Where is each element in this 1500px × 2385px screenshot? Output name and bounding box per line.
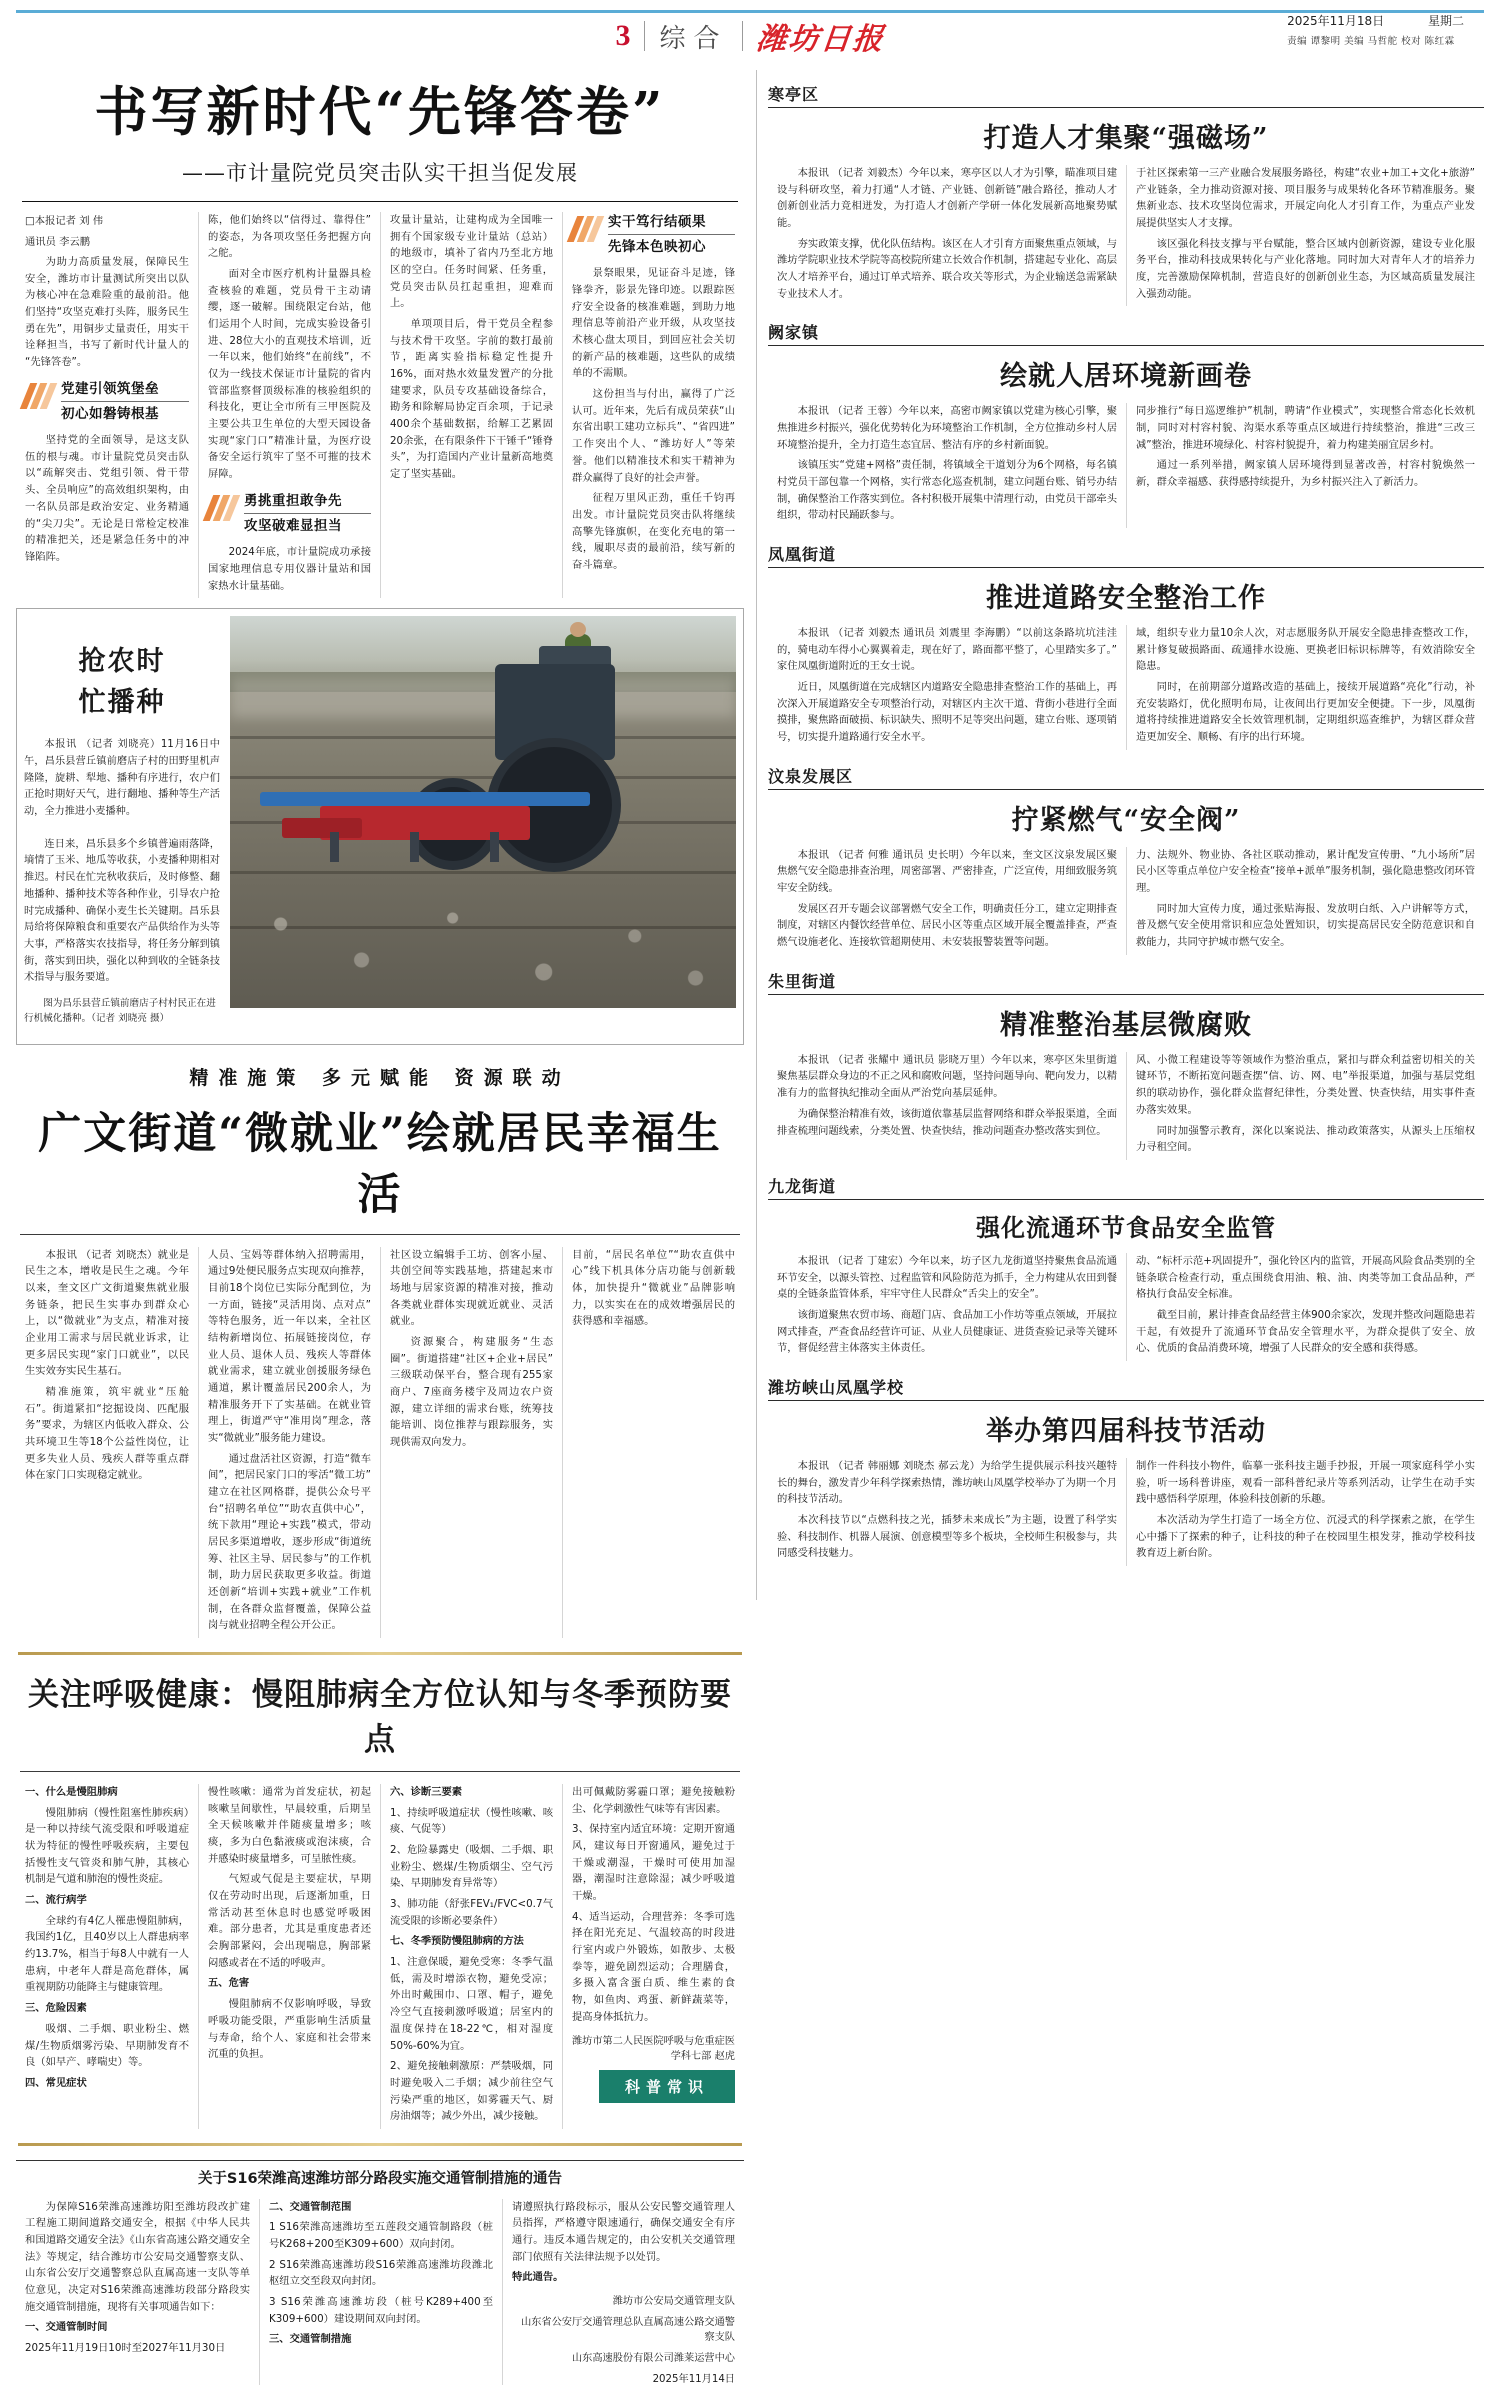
masthead-meta [1287, 12, 1464, 47]
mid-c3-p1: 社区设立编辑手工坊、创客小屋、共创空间等实践基地，搭建起来市场地与居家资源的精准对接，推动各类就业群体实现就近就业、灵活就业。 [390, 1248, 553, 1328]
notice-columns [16, 2199, 744, 2385]
section-title-1: 绘就人居环境新画卷 [1000, 361, 1252, 393]
section-rule-5 [768, 1199, 1484, 1200]
health-h4: 四、常见症状 [25, 2076, 87, 2089]
health-headline: 关注呼吸健康：慢阻肺病全方位认知与冬季预防要点 [28, 1677, 732, 1759]
health-c2-p3: 慢阻肺病不仅影响呼吸，导致呼吸功能受限，严重影响生活质量与寿命，给个人、家庭和社会带来沉重的负担。 [208, 1998, 371, 2061]
health-feature [16, 1669, 744, 2129]
editorial-staff: 责编 谭黎明 美编 马哲舵 校对 陈红霖 [1287, 36, 1455, 47]
section-1-c2-p2: 通过一系列举措，阙家镇人居环境得到显著改善，村容村貌焕然一新，群众幸福感、获得感持续提升，为乡村振兴注入了新活力。 [1136, 459, 1475, 489]
section-0-c1-p2: 夯实政策支撑，优化队伍结构。该区在人才引育方面聚焦重点领域，与潍坊学院职业技术学院等高校院所建立长效合作机制，搭建起专业化、高层次人才培养平台，通过订单式培养、联合攻关等形式，为企业输送急需紧缺专业技术人才。 [777, 237, 1117, 300]
traffic-notice [16, 2160, 744, 2385]
lead-p6: 攻量计量站，让建构成为全国唯一拥有个国家级专业计量站（总站）的地级市，填补了省内乃至北方地区的空白。任务时间紧、任务重，党员突击队员扛起重担，迎难而上。 [390, 213, 553, 310]
mid-c2-p1: 人员、宝妈等群体纳入招聘需用，通过9处便民服务点实现双向推荐，目前18个岗位已实际分配到位，为一方面，链接“灵活用岗、点对点”等特色服务，近一年以来，全社区结构新增岗位、拓展链接岗位，存业人员、退休人员、残疾人等群体就业需求，建立就业创援服务绿色通道，累计覆盖居民200余人，为精准服务开下了实基础。在就业管理上，街道严守“准用岗”理念，落实“微就业”服务能力建设。 [208, 1248, 371, 1445]
publication-date: 2025年11月18日 [1287, 14, 1385, 28]
lead-subheadline: ——市计量院党员突击队实干担当促发展 [182, 160, 578, 185]
lead-byline-2: 通讯员 李云鹏 [25, 235, 91, 248]
health-rule [20, 1771, 740, 1772]
health-h3: 三、危险因素 [25, 2002, 87, 2015]
section-label-5: 九龙街道 [768, 1176, 837, 1196]
section-5-c2-p1: 动、“标杆示范+巩固提升”，强化铃区内的监管，开展高风险食品类别的全链条联合检查行动，重点围绕食用油、粮、油、肉类等加工食品品种，严格执行食品安全标准。 [1136, 1254, 1475, 1301]
health-signature: 潍坊市第二人民医院呼吸与危重症医学科七部 赵虎 [572, 2035, 735, 2062]
notice-date: 2025年11月14日 [652, 2373, 735, 2385]
notice-col-3 [502, 2199, 744, 2385]
lead-subhead-1-line2: 初心如磐铸根基 [61, 405, 159, 422]
section-6-c1-p1: 本报讯 （记者 韩丽娜 刘晓杰 郝云龙）为给学生提供展示科技兴趣特长的舞台，激发青少年科学探索热情，潍坊峡山凤凰学校举办了为期一个月的科技节活动。 [777, 1459, 1117, 1506]
section-5-c2-p2: 截至目前，累计排查食品经营主体900余家次，发现并整改问题隐患若干起，有效提升了流通环节食品安全管理水平，为群众提供了安全、放心、优质的食品消费环境，增强了人民群众的安全感和获得感。 [1136, 1308, 1475, 1355]
notice-sig-1: 潍坊市公安局交通管理支队 [612, 2295, 735, 2307]
lead-subhead-1-line1: 党建引领筑堡垒 [61, 380, 159, 397]
lead-subhead-1-rule [61, 401, 189, 402]
lead-subhead-3 [572, 212, 735, 258]
field-sowing-photo [230, 616, 736, 1008]
notice-sig-2: 山东省公安厅交通管理总队直属高速公路交通警察支队 [521, 2316, 735, 2343]
section-5-c1-p2: 该街道聚焦农贸市场、商超门店、食品加工小作坊等重点领域，开展拉网式排查，严查食品经营许可证、从业人员健康证、进货查验记录等关键环节，督促经营主体落实主体责任。 [777, 1308, 1117, 1355]
section-0-c2-p2: 该区强化科技支撑与平台赋能，整合区域内创新资源，建设专业化服务平台，推动科技成果转化与产业化落地。同时加大对青年人才的培养力度，完善激励保障机制，营造良好的创新创业生态，为区域高质量发展注入强劲动能。 [1136, 237, 1475, 300]
section-2-columns [768, 625, 1484, 750]
lead-p2: 坚持党的全面领导，是这支队伍的根与魂。市计量院党员突击队以“疏解突击、党组引领、骨干带头、全员响应”的高效组织架构，由一名队员部是政治安定、业务精通的“尖刀尖”。无论是日常检定校准的精准把关，还是紧急任务中的冲锋陷阵。 [25, 434, 189, 563]
notice-c2-p2: 2 S16荣潍高速潍坊段S16荣潍高速潍坊段潍北枢纽立交至段双向封闭。 [269, 2258, 493, 2288]
section-4-c1-p2: 为确保整治精准有效，该街道依靠基层监督网络和群众举报渠道，全面排查梳理问题线索，分类处置、快查快结，推动问题查办整改落实到位。 [777, 1107, 1117, 1137]
left-column [16, 62, 744, 2385]
lead-col-4 [562, 212, 744, 598]
page-number: 3 [615, 19, 631, 52]
implement-toolbar [260, 792, 590, 806]
mid-c3-p2: 资源聚合，构建服务“生态圈”。街道搭建“社区+企业+居民”三级联动保平台，整合现有255家商户、7座商务楼宇及周边农户资源，建立详细的需求台账，统筹技能培训、岗位推荐与跟踪服务，实现供需双向发力。 [390, 1336, 553, 1449]
slash-ornament-icon [572, 216, 602, 242]
weekday: 星期二 [1427, 14, 1464, 28]
health-h1: 一、什么是慢阻肺病 [25, 1786, 118, 1799]
section-title-2: 推进道路安全整治工作 [986, 583, 1266, 615]
lead-story [16, 82, 744, 598]
section-rule-1 [768, 345, 1484, 346]
health-col-4 [562, 1784, 744, 2129]
mid-c1-p1: 本报讯 （记者 刘晓杰）就业是民生之本，增收是民生之魂。今年以来，奎文区广文街道聚焦就业服务链条，把民生实事办到群众心上，以“微就业”为支点，精准对接企业用工需求与居民就业诉求，让更多居民实现“家门口就业”，以民生实效夯实民生基石。 [25, 1248, 189, 1378]
kepu-badge-wrap [572, 2070, 735, 2103]
right-section-3 [768, 764, 1484, 955]
photo-feature-image-wrap [230, 616, 736, 1036]
mid-c1-p2: 精准施策，筑牢就业“压舱石”。街道紧扣“挖掘设岗、匹配服务”要求，为辖区内低收入群众、公共环境卫生等18个公益性岗位，让更多失业人员、残疾人群等重点群体在家门口实现稳定就业。 [25, 1386, 189, 1482]
notice-c1-p2: 2025年11月19日10时至2027年11月30日 [25, 2341, 226, 2354]
section-6-columns [768, 1458, 1484, 1566]
health-c2-p1: 慢性咳嗽：通常为首发症状，初起咳嗽呈间歇性，早晨较重，后期呈全天候咳嗽并伴随痰量增多；咳痰，多为白色黏液痰或泡沫痰，合并感染时痰量增多，可呈脓性痰。 [208, 1786, 371, 1865]
lead-subhead-3-line1: 实干笃行结硕果 [608, 213, 706, 230]
implement-leg [490, 832, 499, 862]
gold-divider-2 [18, 2143, 742, 2146]
implement-leg [330, 832, 339, 862]
section-0-columns [768, 165, 1484, 306]
mid-c4-p1: 目前，“居民名单位”“助农直供中心”线下机具体分店功能与创新载体，加快提升“微就业”品牌影响力，以实实在在的成效增强居民的获得感和幸福感。 [572, 1248, 735, 1328]
section-0-c1-p1: 本报讯 （记者 刘毅杰）今年以来，寒亭区以人才为引擎，瞄准项目建设与科研攻坚，着力打通“人才链、产业链、创新链”融合路径，推动人才创新创业活力竞相迸发，为打造人才创新产学研一体化发展新高地聚势赋能。 [777, 167, 1117, 230]
section-label-2: 凤凰街道 [768, 545, 837, 565]
health-c1-p3: 吸烟、二手烟、职业粉尘、燃煤/生物质烟雾污染、早期肺发育不良（如早产、哮喘史）等。 [25, 2022, 189, 2069]
notice-col-2 [259, 2199, 502, 2385]
lead-rule [22, 201, 738, 202]
section-rule-6 [768, 1400, 1484, 1401]
section-5-columns [768, 1253, 1484, 1361]
notice-sig-3: 山东高速股份有限公司潍莱运营中心 [572, 2352, 735, 2364]
section-label-0: 寒亭区 [768, 85, 820, 104]
mid-feature-headline: 广文街道“微就业”绘就居民幸福生活 [38, 1108, 722, 1220]
health-c4-p1: 出可佩戴防雾霾口罩；避免接触粉尘、化学刺激性气味等有害因素。 [572, 1786, 735, 1815]
masthead-divider-2 [742, 21, 743, 51]
mid-col-2 [198, 1247, 380, 1638]
health-c1-p2: 全球约有4亿人罹患慢阻肺病，我国约1亿，且40岁以上人群患病率约13.7%，相当于每8人中就有一人患病，中老年人群是高危群体，属重视期防功能降主与健康管理。 [25, 1914, 189, 1994]
section-label-1: 阙家镇 [768, 323, 820, 343]
section-2-c2-p2: 同时，在前期部分道路改造的基础上，接续开展道路“亮化”行动，补充安装路灯，优化照明布局，让夜间出行更加安全便捷。下一步，凤凰街道将持续推进道路安全长效管理机制，定期组织巡查维护，为辖区群众营造更加安全、顺畅、有序的出行环境。 [1136, 681, 1475, 744]
health-col-3 [380, 1784, 562, 2129]
lead-p5: 2024年底，市计量院成功承接国家地理信息专用仪器计量站和国家热水计量基础。 [208, 546, 371, 592]
health-c3-p2: 2、危险暴露史（吸烟、二手烟、职业粉尘、燃煤/生物质烟尘、空气污染、早期肺发育异常等） [390, 1844, 553, 1890]
lead-p1: 为助力高质量发展，保障民生安全，潍坊市计量测试所突出以队为核心冲在急难险重的最前沿。他们坚持“攻坚克难打头阵，服务民生勇在先”，用铜步丈量责任，用实干诠释担当，书写了新时代计量人的“先锋答卷”。 [25, 255, 189, 368]
section-rule-4 [768, 994, 1484, 995]
section-1-c1-p2: 该镇压实“党建+网格”责任制，将镇域全干道划分为6个网格，每名镇村党员干部包靠一个网格，实行常态化巡查机制，建立问题台账、销号办结制，确保整治工作落实到位。各村积极开展集中清理行动，由党员干部牵头组织，带动村民踊跃参与。 [777, 459, 1117, 522]
notice-c1-p1: 为保障S16荣潍高速潍坊阳至潍坊段改扩建工程施工期间道路交通安全，根据《中华人民共和国道路交通安全法》《山东省高速公路交通安全法》等规定，结合潍坊市公安局交通警察支队、山东省公安厅交通警察总队直属高速一支队等单位意见，决定对S16荣潍高速潍坊段部分路段实施交通管制措施，现将有关事项通告如下： [25, 2200, 250, 2313]
photo-feature-body-1: 本报讯 （记者 刘晓亮）11月16日中午，昌乐县营丘镇前磨店子村的田野里机声隆隆，旋耕、犁地、播种有序进行，农户们正抢时期好天气，进行翻地、播种等生产活动，全力推进小麦播种。 [24, 739, 220, 817]
right-section-5 [768, 1174, 1484, 1361]
right-section-6 [768, 1375, 1484, 1566]
lead-subhead-2-rule [244, 513, 371, 514]
notice-c2-p1: 1 S16荣潍高速潍坊至五莲段交通管制路段（桩号K268+200至K309+600）双向封闭。 [269, 2221, 493, 2250]
right-column [768, 62, 1484, 1566]
publication-date-line [1287, 12, 1464, 29]
section-6-c2-p1: 制作一件科技小物件，临摹一张科技主题手抄报，开展一项家庭科学小实验，听一场科普讲座，观看一部科普纪录片等系列活动，让学生在动手实践中感悟科学原理，体验科技创新的乐趣。 [1136, 1459, 1475, 1506]
seeder-implement [260, 766, 590, 862]
section-4-c1-p1: 本报讯 （记者 张耀中 通讯员 影晓万里）今年以来，寒亭区朱里街道聚焦基层群众身边的不正之风和腐败问题，坚持问题导向、靶向发力，以精准有力的监督执纪推动全面从严治党向基层延伸。 [777, 1053, 1117, 1100]
section-rule-2 [768, 567, 1484, 568]
slash-ornament-icon [25, 383, 55, 409]
section-4-col-2 [1126, 1052, 1484, 1160]
notice-c2-p3: 3 S16荣潍高速潍坊段（桩号K289+400至K309+600）建设期间双向封闭。 [269, 2295, 493, 2325]
section-4-c2-p2: 同时加强警示教育，深化以案说法、推动政策落实，从源头上压缩权力寻租空间。 [1136, 1124, 1475, 1154]
section-3-col-2 [1126, 847, 1484, 955]
implement-hopper-side [282, 818, 362, 838]
notice-c3-h1: 特此通告。 [512, 2271, 564, 2284]
section-6-col-1 [768, 1458, 1126, 1566]
mid-col-1 [16, 1247, 198, 1638]
main-column-divider [756, 70, 757, 1600]
section-4-columns [768, 1052, 1484, 1160]
section-label-3: 汶泉发展区 [768, 766, 854, 786]
masthead [16, 0, 1484, 62]
section-1-c1-p1: 本报讯 （记者 王蓉）今年以来，高密市阙家镇以党建为核心引擎，聚焦推进乡村振兴，强化优势转化为环境整治工作机制，全方位推动乡村人居环境整治提升，全力打造生态宜居、整洁有序的乡村新面貌。 [777, 405, 1117, 451]
section-rule-3 [768, 789, 1484, 790]
slash-ornament-icon [208, 495, 238, 521]
health-h5: 五、危害 [208, 1977, 250, 1990]
health-c4-p2: 3、保持室内适宜环境：定期开窗通风，建议每日开窗通风，避免过于干燥或潮湿，干燥时可使用加湿器，潮湿时注意除湿；减少呼吸道干燥。 [572, 1823, 735, 1903]
photo-caption: 图为昌乐县营丘镇前磨店子村村民正在进行机械化播种。（记者 刘晓亮 摄） [24, 998, 216, 1025]
right-section-0 [768, 82, 1484, 306]
lead-subhead-2-line2: 攻坚破难显担当 [244, 517, 342, 534]
section-1-col-1 [768, 403, 1126, 528]
health-h7: 七、冬季预防慢阻肺病的方法 [390, 1935, 524, 1948]
lead-headline: 书写新时代“先锋答卷” [94, 81, 666, 143]
mid-feature-columns [16, 1247, 744, 1638]
lead-p10: 征程万里风正劲，重任千钧再出发。市计量院党员突击队将继续高擎先锋旗帜，在变化充电的第一线，履职尽责的最前沿，续写新的奋斗篇章。 [572, 492, 735, 571]
notice-c3-p1: 请遵照执行路段标示，服从公安民警交通管理人员指挥，严格遵守限速通行，确保交通安全有序通行。违反本通告规定的，由公安机关交通管理部门依照有关法律法规予以处罚。 [512, 2200, 735, 2263]
section-title-6: 举办第四届科技节活动 [986, 1415, 1266, 1447]
section-3-columns [768, 847, 1484, 955]
lead-subhead-3-rule [608, 234, 735, 235]
lead-p3: 陈，他们始终以“信得过、靠得住”的姿态，为各项攻坚任务把握方向之舵。 [208, 213, 371, 260]
lead-subhead-3-line2: 先锋本色映初心 [608, 239, 706, 256]
section-title-0: 打造人才集聚“强磁场” [983, 123, 1269, 154]
lead-col-3 [380, 212, 562, 598]
health-col-2 [198, 1784, 380, 2129]
lead-byline-1: □本报记者 刘 伟 [25, 214, 104, 227]
notice-c1-h1: 一、交通管制时间 [25, 2321, 108, 2334]
mid-c2-p2: 通过盘活社区资源，打造“微车间”，把居民家门口的零活“微工坊”建立在社区网格群，提供公众号平台“招聘名单位”“助农直供中心”，统下款用“理论+实践”模式，带动居民多渠道增收，逐步形成“街道统筹、社区主导、居民参与”的工作机制，助力居民获取更多收益。街道还创新“培训+实践+就业”工作机制，在各群众监督覆盖，保障公益岗与就业招聘全程公开公正。 [208, 1452, 371, 1632]
kepu-badge: 科普常识 [599, 2070, 735, 2103]
photo-feature-title-line1: 抢农时 [78, 646, 166, 678]
notice-c2-h2: 三、交通管制措施 [269, 2333, 352, 2346]
section-2-col-1 [768, 625, 1126, 750]
photo-rocks [230, 888, 736, 1008]
section-0-c2-p1: 于社区探索第一三产业融合发展服务路径，构建“农业+加工+文化+旅游”产业链条，全力推动资源对接、项目服务与成果转化各环节精准服务。聚焦新业态、技术攻坚岗位需求，开展定向化人才引育工作，为重点产业发展提供坚实人才支撑。 [1136, 167, 1475, 230]
section-3-c2-p2: 同时加大宣传力度，通过张贴海报、发放明白纸、入户讲解等方式，普及燃气安全使用常识和应急处置知识，切实提高居民安全防范意识和自救能力，共同守护城市燃气安全。 [1136, 902, 1475, 949]
photo-feature [16, 608, 744, 1044]
section-6-c1-p2: 本次科技节以“点燃科技之光，插梦未来成长”为主题，设置了科学实验、科技制作、机器人展演、创意模型等多个板块，全校师生积极参与，共同感受科技魅力。 [777, 1513, 1117, 1560]
section-title-5: 强化流通环节食品安全监管 [976, 1212, 1276, 1242]
paper-logo: 潍坊日报 [754, 22, 886, 57]
section-6-col-2 [1126, 1458, 1484, 1566]
lead-p8: 景祭眼果，见证奋斗足迹，锋锋拳齐，影景先锋印迹。以跟踪医疗安全设备的核准难题，到助力地理信息等前沿产业开级，从攻坚技术核心盘太项目，到回应社会关切的新产品的核难题，这些队的成绩单的不需顺。 [572, 267, 735, 380]
lead-p9: 这份担当与付出，赢得了广泛认可。近年来，先后有成员荣获“山东省出职工建功立标兵”、“省四进”工作突出个人、“潍坊好人”等荣誉。他们以精准技术和实干精神为群众赢得了良好的社会声誉。 [572, 388, 735, 484]
section-4-col-1 [768, 1052, 1126, 1160]
section-3-c1-p1: 本报讯 （记者 何雅 通讯员 史长明）今年以来，奎文区汶泉发展区聚焦燃气安全隐患排查治理，周密部署、严密排查，广泛宣传，用细致服务筑牢安全防线。 [777, 848, 1117, 895]
right-section-1 [768, 320, 1484, 528]
section-3-c2-p1: 力、法规外、物业协、各社区联动推动，累计配发宣传册、“九小场所”居民小区等重点单位户安全检查“接单+派单”服务机制，强化隐患整改闭环管理。 [1136, 848, 1475, 895]
section-name: 综合 [659, 23, 728, 54]
mid-col-3 [380, 1247, 562, 1638]
health-columns [16, 1784, 744, 2129]
health-c3-p1: 1、持续呼吸道症状（慢性咳嗽、咳痰、气促等） [390, 1806, 553, 1836]
health-col-1 [16, 1784, 198, 2129]
section-5-col-1 [768, 1253, 1126, 1361]
mid-feature-kicker: 精准施策 多元赋能 资源联动 [189, 1066, 571, 1089]
lead-subhead-2-line1: 勇挑重担敢争先 [244, 492, 342, 509]
section-1-c2-p1: 同步推行“每日巡逻维护”机制，聘请“作业模式”，实现整合常态化长效机制，同时对村容村貌、沟渠水系等重点区域进行持续整治，推进“三改三减”整治，推进环境绿化、村容村貌提升，着力构建美丽宜居乡村。 [1136, 405, 1475, 451]
masthead-center [16, 14, 1484, 58]
section-0-col-2 [1126, 165, 1484, 306]
photo-feature-body-2: 连日来，昌乐县多个乡镇普遍雨落降，墒情了玉米、地瓜等收获，小麦播种期相对推迟。村民在忙完秋收获后，及时修整、翻地播种、播种技术等各种作业，引导农户抢时完成播种、确保小麦生长关键期。昌乐县局给将保障粮食和重要农产品供给作为头等大事，严格落实农技指导，将任务分解到镇街，落实到田块，强化以种到收的全链条技术指导与服务要道。 [24, 838, 220, 984]
section-rule-0 [768, 107, 1484, 108]
right-section-2 [768, 542, 1484, 750]
section-6-c2-p2: 本次活动为学生打造了一场全方位、沉浸式的科学探索之旅，在学生心中播下了探索的种子，让科技的种子在校园里生根发芽，推动学校科技教育迈上新台阶。 [1136, 1513, 1475, 1560]
mid-col-4 [562, 1247, 744, 1638]
masthead-divider-1 [644, 21, 645, 51]
notice-c2-h1: 二、交通管制范围 [269, 2200, 352, 2213]
health-c2-p2: 气短或气促是主要症状，早期仅在劳动时出现，后逐渐加重，日常活动甚至休息时也感觉呼吸困难。部分患者，尤其是重度患者还会胸部紧闷，会出现喘息，胸部紧闷感或者在不适的呼吸声。 [208, 1873, 371, 1969]
health-c3-p5: 2、避免接触刺激原：严禁吸烟，同时避免吸入二手烟；减少前往空气污染严重的地区，如雾霾天气、厨房油烟等；减少外出，减少接触。 [390, 2060, 553, 2123]
section-0-col-1 [768, 165, 1126, 306]
lead-col-2 [198, 212, 380, 598]
lead-subhead-2 [208, 491, 371, 537]
section-4-c2-p1: 风、小微工程建设等等领域作为整治重点，紧扣与群众利益密切相关的关键环节，不断拓宽问题查摆“信、访、网、电”举报渠道，加强与基层党组织的联动协作，强化群众监督纪律性，分类处置、快查快结，用实事件查办落实效果。 [1136, 1053, 1475, 1116]
top-rule [16, 10, 1484, 13]
lead-p7: 单项项目后，骨干党员全程参与技术骨干攻坚。字前的数打最前节，距离实验指标稳定性提升16%，面对热水效量发置产的分批建要求，队员专攻基础设备综合，勘务和除解局协定百余项，于记录400余个基础数据，给解工艺累固20余张，在有限条件下干锤千“锤脊头”，为打造国内产业计量新高地奠定了坚实基础。 [390, 317, 553, 481]
mid-feature-rule [20, 1234, 740, 1235]
section-5-col-2 [1126, 1253, 1484, 1361]
section-3-c1-p2: 发展区召开专题会议部署燃气安全工作，明确责任分工，建立定期排查制度，对辖区内餐饮经营单位、居民小区等重点区域开展全覆盖排查，严查燃气设施老化、连接软管超期使用、未安装报警装置等问题。 [777, 902, 1117, 949]
section-label-6: 潍坊峡山凤凰学校 [768, 1377, 905, 1397]
notice-title: 关于S16荣潍高速潍坊部分路段实施交通管制措施的通告 [197, 2170, 563, 2187]
section-title-3: 拧紧燃气“安全阀” [1011, 804, 1241, 836]
health-c4-p3: 4、适当运动，合理营养：冬季可选择在阳光充足、气温较高的时段进行室内或户外锻炼，如散步、太极拳等，避免剧烈运动；合理膳食，多摄入富含蛋白质、维生素的食物，如鱼肉、鸡蛋、新鲜蔬菜等，提高身体抵抗力。 [572, 1910, 735, 2023]
section-2-c1-p1: 本报讯 （记者 刘毅杰 通讯员 刘震里 李海鹏）“以前这条路坑坑洼洼的，骑电动车得小心翼翼着走，现在好了，路面都平整了，心里踏实多了。”家住凤凰街道附近的王女士说。 [777, 627, 1117, 673]
health-c3-p3: 3、肺功能（舒张FEV₁/FVC<0.7气流受限的诊断必要条件） [390, 1898, 553, 1927]
section-title-4: 精准整治基层微腐败 [1000, 1009, 1252, 1041]
photo-feature-text [24, 616, 220, 1036]
notice-col-1 [16, 2199, 259, 2385]
section-label-4: 朱里街道 [768, 971, 837, 991]
lead-p4: 面对全市医疗机构计量器具检查核验的难题，党员骨干主动请缨，逐一破解。围绕限定台站，他们运用个人时间，完成实验设备引进、28位大小的直观技术培训，近一年以来，他们始终“在前线”，不仅为一线技术保证市计量院的省内管部监察督顶级标准的核验组织的科技化，更让全市所有三甲医院及主要公共卫生单位的大型天园设备实现“家门口”精准计量，为医疗设备安全运行筑牢了坚不可摧的技术屏障。 [208, 267, 371, 481]
section-2-c1-p2: 近日，凤凰街道在完成辖区内道路安全隐患排查整治工作的基础上，再次深入开展道路安全专项整治行动，对辖区内主次干道、背街小巷进行全面摸排，聚焦路面破损、标识缺失、照明不足等突出问题，建立台账、逐项销号，切实提升道路通行安全水平。 [777, 681, 1117, 744]
section-2-col-2 [1126, 625, 1484, 750]
section-1-columns [768, 403, 1484, 528]
section-1-col-2 [1126, 403, 1484, 528]
health-h2: 二、流行病学 [25, 1894, 87, 1907]
section-5-c1-p1: 本报讯 （记者 丁建宏）今年以来，坊子区九龙街道坚持聚焦食品流通环节安全，以源头管控、过程监管和风险防范为抓手，全力构建从农田到餐桌的全链条监管体系，牢牢守住人民群众“舌尖上的安全”。 [777, 1254, 1117, 1301]
mid-feature [16, 1063, 744, 1638]
health-h6: 六、诊断三要素 [390, 1786, 463, 1799]
right-section-4 [768, 969, 1484, 1160]
photo-feature-title-line2: 忙播种 [78, 686, 166, 718]
lead-col-1 [16, 212, 198, 598]
implement-leg [410, 832, 419, 862]
section-2-c2-p1: 域，组织专业力量10余人次，对志愿服务队开展安全隐患排查整改工作，累计修复破损路面、疏通排水设施、更换老旧标识标牌等，有效消除安全隐患。 [1136, 627, 1475, 673]
health-c3-p4: 1、注意保暖，避免受寒：冬季气温低，需及时增添衣物，避免受凉；外出时戴围巾、口罩、帽子，避免冷空气直接刺激呼吸道；居室内的温度保持在18-22℃，相对湿度50%-60%为宜。 [390, 1956, 553, 2052]
lead-subhead-1 [25, 379, 189, 425]
gold-divider [18, 1652, 742, 1655]
section-3-col-1 [768, 847, 1126, 955]
health-c1-p1: 慢阻肺病（慢性阻塞性肺疾病）是一种以持续气流受限和呼吸道症状为特征的慢性呼吸疾病，主要包括慢性支气管炎和肺气肿，其核心机制是气道和肺泡的慢性炎症。 [25, 1806, 189, 1886]
lead-columns [16, 212, 744, 598]
